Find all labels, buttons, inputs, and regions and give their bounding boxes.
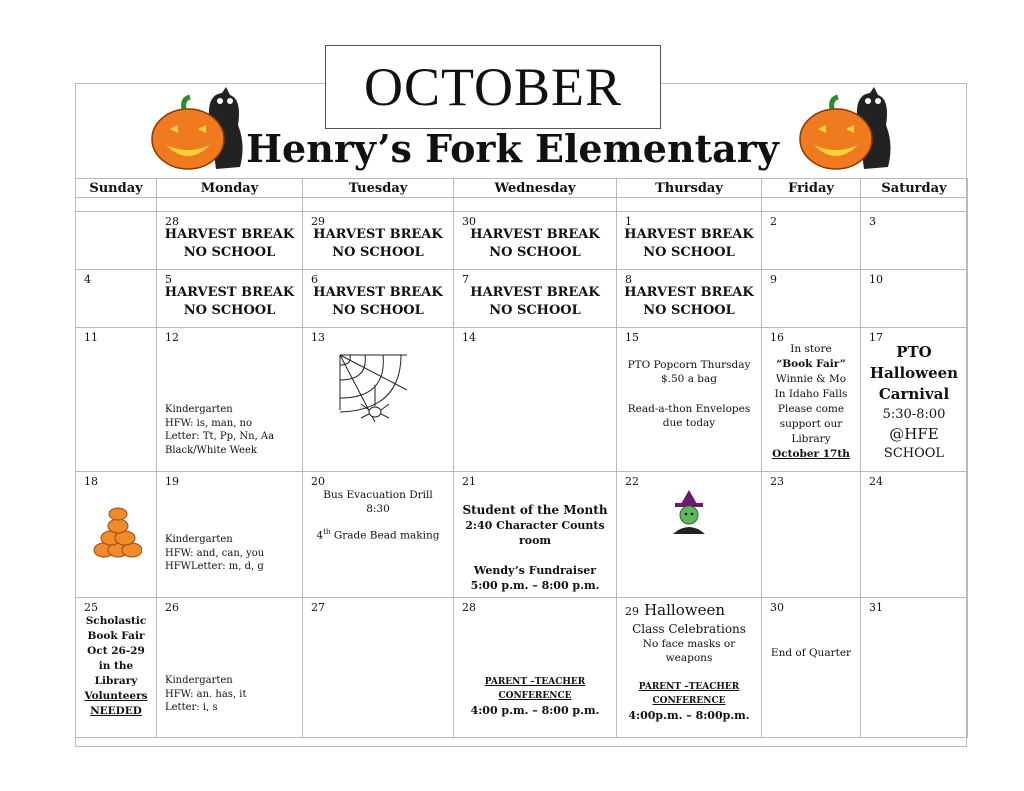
date-number: 13 — [311, 331, 325, 344]
date-number: 3 — [869, 215, 876, 228]
date-number: 31 — [869, 601, 883, 614]
date-number: 18 — [84, 475, 98, 488]
event-text: $.50 a bag — [660, 373, 718, 385]
pumpkin-cat-icon — [798, 85, 896, 173]
date-number: 30 — [462, 215, 476, 228]
day-cell — [157, 212, 303, 270]
day-header: Wednesday — [454, 179, 617, 198]
harvest-break: HARVEST BREAK — [164, 227, 295, 242]
pumpkin-cat-icon — [150, 85, 248, 173]
day-cell-empty — [76, 212, 157, 270]
day-cell: 16 In store “Book Fair” Winnie & Mo In Idaho Falls Please come support our Library October 17th — [762, 328, 861, 472]
harvest-break: HARVEST BREAK — [470, 285, 600, 300]
day-cell — [617, 328, 762, 472]
date-number: 27 — [311, 601, 325, 614]
day-cell — [454, 270, 617, 328]
day-cell — [303, 270, 454, 328]
date-number: 20 — [311, 475, 325, 488]
day-cell: 25 Scholastic Book Fair Oct 26-29 in the Library Volunteers NEEDED — [76, 598, 157, 738]
event-text: Bus Evacuation Drill — [323, 489, 433, 501]
day-header: Sunday — [76, 179, 157, 198]
date-number: 9 — [770, 273, 777, 286]
date-number: 14 — [462, 331, 476, 344]
day-cell — [861, 212, 968, 270]
school-name: Henry’s Fork Elementary — [246, 126, 779, 171]
calendar-grid — [75, 178, 968, 738]
date-number: 28 — [165, 215, 179, 228]
harvest-break: HARVEST BREAK — [470, 227, 600, 242]
day-cell — [762, 270, 861, 328]
day-cell — [303, 212, 454, 270]
no-school: NO SCHOOL — [489, 303, 581, 318]
day-cell — [454, 328, 617, 472]
day-cell: 28 PARENT –TEACHER CONFERENCE 4:00 p.m. – 8:00 p.m. — [454, 598, 617, 738]
day-header: Thursday — [617, 179, 762, 198]
kindergarten-note: Kindergarten HFW: is, man, no Letter: Tt, Pp, Nn, Aa Black/White Week — [165, 404, 275, 456]
no-school: NO SCHOOL — [183, 245, 276, 260]
day-header: Friday — [762, 179, 861, 198]
date-number: 8 — [625, 273, 632, 286]
date-number: 23 — [770, 475, 784, 488]
day-cell: 29 Halloween Class Celebrations No face masks or weapons PARENT –TEACHER CONFERENCE 4:00p.m. – 8:00p.m. — [617, 598, 762, 738]
day-cell — [76, 472, 157, 598]
kindergarten-note: Kindergarten HFW: and, can, you HFWLetter: m, d, g — [165, 534, 265, 572]
date-number: 29 — [311, 215, 325, 228]
date-number: 16 — [770, 331, 784, 344]
day-cell — [157, 328, 303, 472]
date-number: 22 — [625, 475, 639, 488]
event-text: PTO Popcorn Thursday — [627, 359, 751, 371]
date-number: 5 — [165, 273, 172, 286]
day-cell — [861, 598, 968, 738]
spider-web-icon — [335, 350, 413, 428]
day-cell: 20 Bus Evacuation Drill 8:30 4th Grade Bead making — [303, 472, 454, 598]
date-number: 29 — [625, 605, 639, 618]
no-school: NO SCHOOL — [183, 303, 276, 318]
date-number: 30 — [770, 601, 784, 614]
date-number: 7 — [462, 273, 469, 286]
date-number: 28 — [462, 601, 476, 614]
date-number: 6 — [311, 273, 318, 286]
date-number: 1 — [625, 215, 632, 228]
day-header: Saturday — [861, 179, 968, 198]
date-number: 19 — [165, 475, 179, 488]
date-number: 10 — [869, 273, 883, 286]
event-text: End of Quarter — [770, 647, 852, 659]
day-cell — [861, 472, 968, 598]
date-number: 15 — [625, 331, 639, 344]
no-school: NO SCHOOL — [643, 245, 735, 260]
pumpkin-pile-icon — [92, 502, 142, 558]
day-header: Tuesday — [303, 179, 454, 198]
kindergarten-note: Kindergarten HFW: an. has, it Letter: i, s — [165, 675, 247, 713]
day-cell — [303, 328, 454, 472]
day-cell — [303, 598, 454, 738]
event-title: Halloween — [644, 601, 725, 619]
day-cell — [157, 270, 303, 328]
day-cell — [762, 598, 861, 738]
date-number: 11 — [84, 331, 98, 344]
day-cell — [861, 270, 968, 328]
harvest-break: HARVEST BREAK — [313, 227, 443, 242]
date-number: 21 — [462, 475, 476, 488]
event-text: 8:30 — [366, 503, 390, 515]
day-cell — [617, 270, 762, 328]
date-number: 12 — [165, 331, 179, 344]
day-cell — [76, 328, 157, 472]
month-title: OCTOBER — [363, 57, 623, 117]
event-text: Read-a-thon Envelopes — [627, 403, 751, 415]
harvest-break: HARVEST BREAK — [164, 285, 295, 300]
no-school: NO SCHOOL — [332, 245, 424, 260]
date-number: 24 — [869, 475, 883, 488]
day-cell — [617, 472, 762, 598]
no-school: NO SCHOOL — [332, 303, 424, 318]
date-number: 17 — [869, 331, 883, 344]
day-cell — [157, 472, 303, 598]
day-cell — [76, 270, 157, 328]
harvest-break: HARVEST BREAK — [313, 285, 443, 300]
day-cell: 21 Student of the Month 2:40 Character Counts room Wendy’s Fundraiser 5:00 p.m. – 8:00 p.m. — [454, 472, 617, 598]
day-cell — [454, 212, 617, 270]
harvest-break: HARVEST BREAK — [624, 285, 754, 300]
day-cell — [617, 212, 762, 270]
no-school: NO SCHOOL — [643, 303, 735, 318]
day-cell — [762, 472, 861, 598]
witch-icon — [667, 488, 711, 534]
date-number: 25 — [84, 601, 98, 614]
day-cell — [157, 598, 303, 738]
day-cell: 17 PTO Halloween Carnival 5:30-8:00 @HFE SCHOOL — [861, 328, 968, 472]
date-number: 26 — [165, 601, 179, 614]
month-title-box — [325, 45, 661, 129]
harvest-break: HARVEST BREAK — [624, 227, 754, 242]
date-number: 2 — [770, 215, 777, 228]
no-school: NO SCHOOL — [489, 245, 581, 260]
date-number: 4 — [84, 273, 91, 286]
event-text: due today — [662, 417, 716, 429]
day-cell — [762, 212, 861, 270]
day-header: Monday — [157, 179, 303, 198]
